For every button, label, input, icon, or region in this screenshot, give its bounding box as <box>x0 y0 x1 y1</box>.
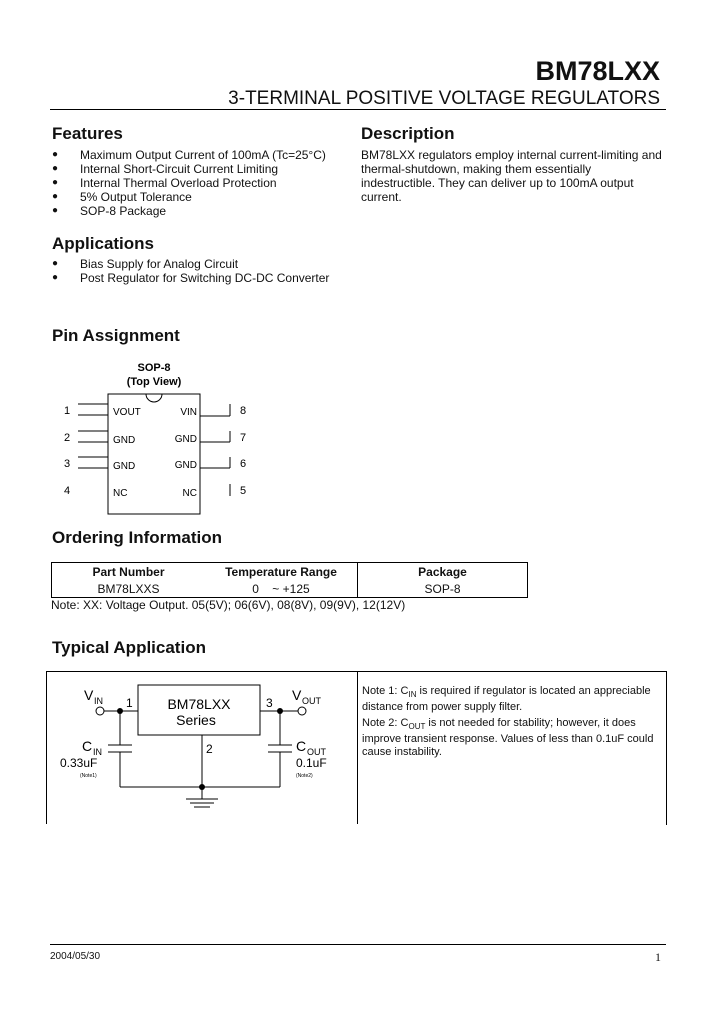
vout-label: V <box>292 687 302 703</box>
note-1: Note 1: $C_{IN}$ is required if regulator is located an appreciable distance from power supply filter. <box>362 685 651 714</box>
pin-num-8: 8 <box>240 405 247 417</box>
table-row <box>52 580 528 598</box>
col-header-part: Part Number <box>52 563 206 581</box>
feature-item: ● Maximum Output Current of 100mA (Tc=25°C) <box>52 148 326 162</box>
pin-num-4: 4 <box>64 485 71 497</box>
pin-name-8: VIN <box>180 407 197 418</box>
cell-package: SOP-8 <box>358 580 528 598</box>
application-item: ● Bias Supply for Analog Circuit <box>52 257 239 271</box>
pin-diagram <box>50 356 270 516</box>
feature-item: ● Internal Short-Circuit Current Limiting <box>52 162 279 176</box>
col-header-package: Package <box>358 563 528 581</box>
vout-sub: OUT <box>302 696 321 706</box>
package-label: SOP-8 <box>137 362 171 374</box>
pin-num-7: 7 <box>240 432 247 444</box>
pin1-notch <box>146 394 162 402</box>
pin-num-2: 2 <box>64 432 71 444</box>
pin-num-3: 3 <box>64 458 71 470</box>
col-header-temp: Temperature Range <box>205 563 358 581</box>
cout-sub: OUT <box>307 747 326 757</box>
cin-value: 0.33uF <box>60 756 98 770</box>
feature-item: ● Internal Thermal Overload Protection <box>52 176 277 190</box>
cout-value: 0.1uF <box>296 756 327 770</box>
chip-series-label: Series <box>176 712 216 728</box>
feature-item: ● 5% Output Tolerance <box>52 190 192 204</box>
application-item: ● Post Regulator for Switching DC-DC Converter <box>52 271 330 285</box>
typical-heading: Typical Application <box>52 638 206 657</box>
doc-subtitle: 3-TERMINAL POSITIVE VOLTAGE REGULATORS <box>228 88 660 109</box>
pin-name-5: NC <box>182 488 197 499</box>
pin-num-6: 6 <box>240 458 247 470</box>
ordering-header-row <box>52 563 528 581</box>
ordering-note: Note: XX: Voltage Output. 05(5V); 06(6V), 08(8V), 09(9V), 12(12V) <box>51 598 406 612</box>
pin-name-6: GND <box>174 460 197 471</box>
typical-circuit <box>46 671 357 823</box>
pin-name-3: GND <box>113 461 136 472</box>
cin-sub: IN <box>93 747 102 757</box>
pin-name-1: VOUT <box>113 407 141 418</box>
footer-date: 2004/05/30 <box>50 951 101 962</box>
pin-name-2: GND <box>113 435 136 446</box>
footer-rule <box>50 944 666 945</box>
bullet-icon: ● <box>52 205 59 216</box>
bullet-icon: ● <box>52 258 59 269</box>
feature-item: ● SOP-8 Package <box>52 204 167 218</box>
pin2-label: 2 <box>206 742 213 756</box>
cout-note: (Note2) <box>296 773 313 779</box>
bullet-icon: ● <box>52 163 59 174</box>
ordering-heading: Ordering Information <box>52 528 222 547</box>
note-2: Note 2: $C_{OUT}$ is not needed for stability; however, it does improve transient response. Values of less than 0.1uF could cause instability. <box>362 717 654 759</box>
vin-sub: IN <box>94 696 103 706</box>
vin-label: V <box>84 687 94 703</box>
frame-divider <box>357 671 358 824</box>
bullet-icon: ● <box>52 149 59 160</box>
pin-num-1: 1 <box>64 405 71 417</box>
left-pins <box>78 404 108 468</box>
page-number: 1 <box>655 950 661 964</box>
cell-temp: 0 ~ +125 <box>205 580 358 598</box>
vout-terminal <box>298 707 306 715</box>
cell-part: BM78LXXS <box>52 580 206 598</box>
description-heading: Description <box>361 124 455 143</box>
cout-label: C <box>296 738 307 754</box>
ground-node <box>199 784 205 790</box>
right-pins <box>200 404 230 496</box>
ground-icon <box>186 799 218 807</box>
pin-name-7: GND <box>174 434 197 445</box>
header-rule <box>50 109 666 110</box>
view-label: (Top View) <box>126 376 182 388</box>
vin-terminal <box>96 707 104 715</box>
cin-note: (Note1) <box>80 773 97 779</box>
bullet-icon: ● <box>52 177 59 188</box>
applications-list <box>52 257 329 285</box>
pin-num-5: 5 <box>240 485 247 497</box>
pin3-label: 3 <box>266 696 273 710</box>
ordering-table <box>51 562 528 598</box>
pin-assignment-heading: Pin Assignment <box>52 326 180 345</box>
description-text: BM78LXX regulators employ internal current-limiting and thermal-shutdown, making them essentially indestructible. They can deliver up to 100mA output current. <box>361 148 662 204</box>
chip-label: BM78LXX <box>167 696 231 712</box>
features-heading: Features <box>52 124 123 143</box>
applications-heading: Applications <box>52 234 155 253</box>
pin1-label: 1 <box>126 696 133 710</box>
cin-label: C <box>82 738 93 754</box>
pin-name-4: NC <box>113 488 128 499</box>
doc-title: BM78LXX <box>535 56 660 86</box>
bullet-icon: ● <box>52 191 59 202</box>
features-list <box>52 148 326 218</box>
bullet-icon: ● <box>52 272 59 283</box>
